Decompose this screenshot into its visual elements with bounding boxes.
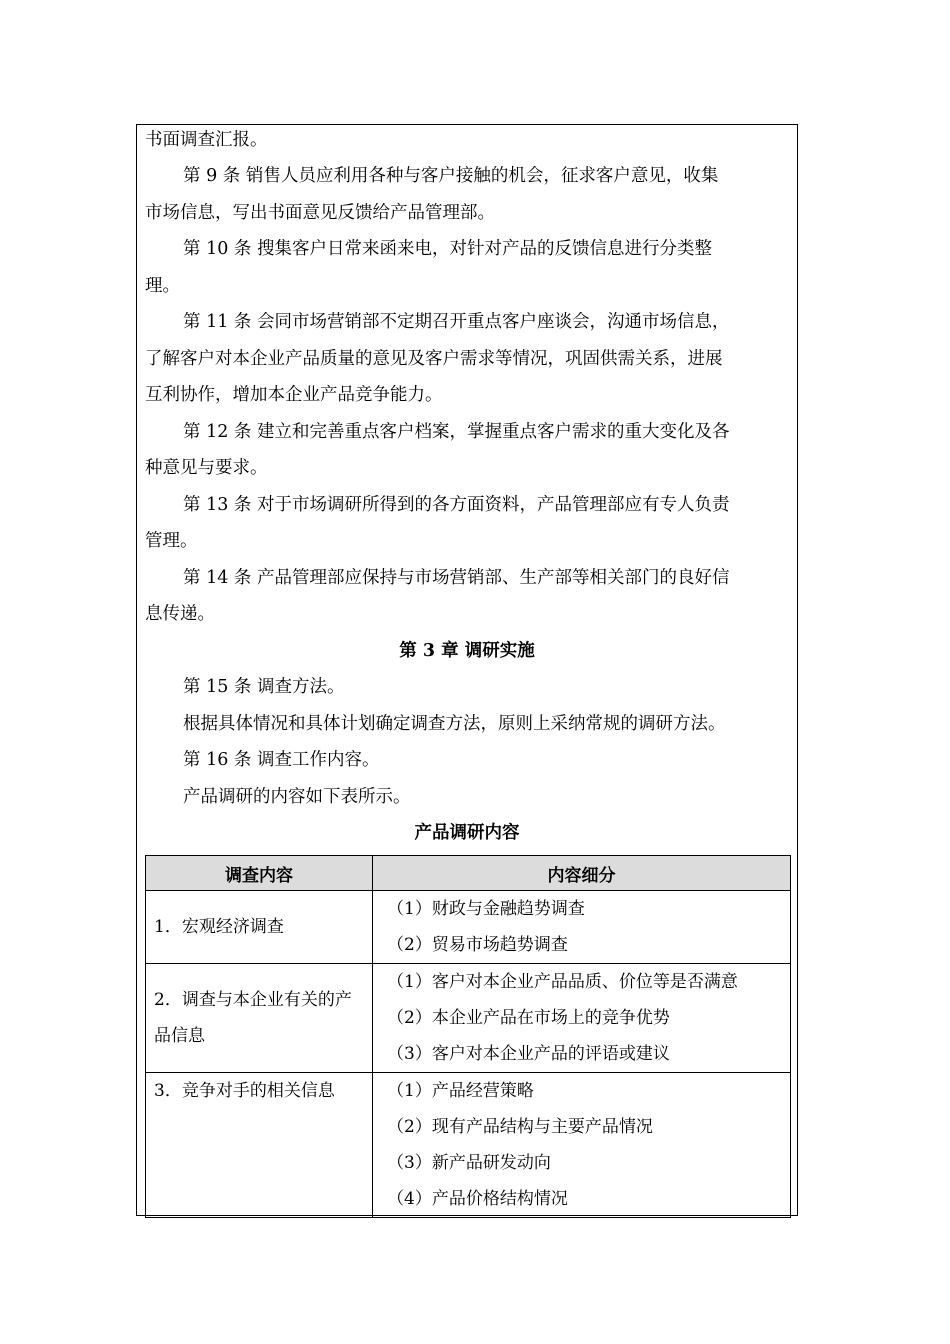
article-12-line-2: 种意见与要求。 <box>145 458 268 478</box>
row-items <box>373 891 791 964</box>
row-items <box>373 964 791 1073</box>
document-frame <box>136 124 798 1216</box>
survey-content-table <box>145 855 791 1218</box>
article-10-line-1: 第 10 条 搜集客户日常来函来电，对针对产品的反馈信息进行分类整 <box>183 239 712 259</box>
header-content-detail: 内容细分 <box>373 856 791 891</box>
table-row <box>146 891 791 964</box>
row-item: （3）客户对本企业产品的评语或建议 <box>387 1044 670 1064</box>
row-category: 2．调查与本企业有关的产品信息 <box>146 964 373 1073</box>
row-item: （1）客户对本企业产品品质、价位等是否满意 <box>387 972 738 992</box>
article-14-line-2: 息传递。 <box>145 604 215 624</box>
article-11-line-3: 互利协作，增加本企业产品竞争能力。 <box>145 385 443 405</box>
row-items <box>373 1073 791 1218</box>
article-9-line-2: 市场信息，写出书面意见反馈给产品管理部。 <box>145 203 495 223</box>
row-item: （1）产品经营策略 <box>387 1081 534 1101</box>
chapter-heading: 第 3 章 调研实施 <box>399 641 535 661</box>
article-16-body: 产品调研的内容如下表所示。 <box>183 787 411 807</box>
article-10-line-2: 理。 <box>145 276 180 296</box>
row-item: （1）财政与金融趋势调查 <box>387 899 585 919</box>
row-item: （3）新产品研发动向 <box>387 1153 551 1173</box>
article-11-line-1: 第 11 条 会同市场营销部不定期召开重点客户座谈会，沟通市场信息， <box>183 312 730 332</box>
row-item: （2）现有产品结构与主要产品情况 <box>387 1117 653 1137</box>
article-13-line-1: 第 13 条 对于市场调研所得到的各方面资料，产品管理部应有专人负责 <box>183 495 730 515</box>
row-item: （2）贸易市场趋势调查 <box>387 935 568 955</box>
row-item: （2）本企业产品在市场上的竞争优势 <box>387 1008 670 1028</box>
paragraph-line: 书面调查汇报。 <box>145 130 268 150</box>
article-15-body: 根据具体情况和具体计划确定调查方法，原则上采纳常规的调研方法。 <box>183 714 726 734</box>
article-11-line-2: 了解客户对本企业产品质量的意见及客户需求等情况，巩固供需关系，进展 <box>145 349 723 369</box>
table-header-row <box>146 856 791 891</box>
table-row <box>146 964 791 1073</box>
article-14-line-1: 第 14 条 产品管理部应保持与市场营销部、生产部等相关部门的良好信 <box>183 568 730 588</box>
article-15-line: 第 15 条 调查方法。 <box>183 677 345 697</box>
table-row <box>146 1073 791 1218</box>
article-16-line: 第 16 条 调查工作内容。 <box>183 750 380 770</box>
article-12-line-1: 第 12 条 建立和完善重点客户档案，掌握重点客户需求的重大变化及各 <box>183 422 730 442</box>
article-13-line-2: 管理。 <box>145 531 198 551</box>
row-category: 3．竞争对手的相关信息 <box>146 1073 373 1218</box>
header-survey-content: 调查内容 <box>146 856 373 891</box>
article-9-line-1: 第 9 条 销售人员应利用各种与客户接触的机会，征求客户意见，收集 <box>183 166 719 186</box>
table-title: 产品调研内容 <box>414 823 520 843</box>
row-category: 1．宏观经济调查 <box>146 891 373 964</box>
row-item: （4）产品价格结构情况 <box>387 1189 568 1209</box>
